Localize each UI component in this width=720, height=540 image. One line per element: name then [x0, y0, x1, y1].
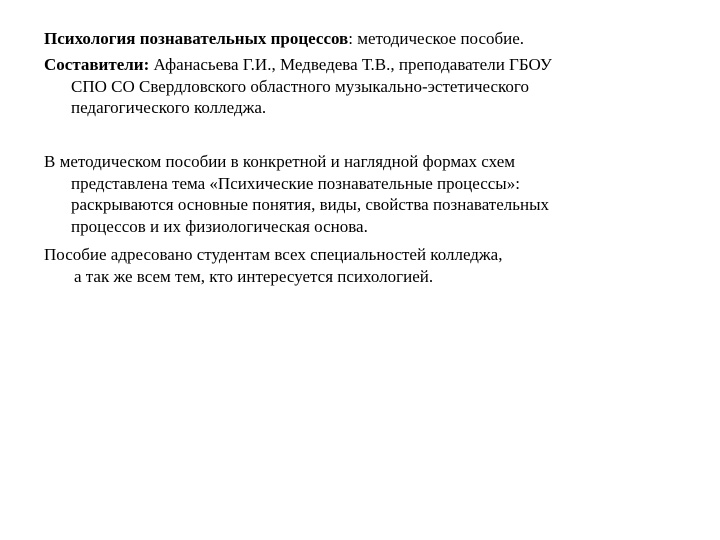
audience-paragraph [44, 244, 684, 287]
description-line-4: процессов и их физиологическая основа. [71, 216, 368, 236]
authors-line-2: СПО СО Свердловского областного музыкально-эстетического [71, 76, 529, 96]
authors-line-1 [44, 54, 684, 76]
audience-line-1: Пособие адресовано студентам всех специальностей колледжа, [44, 245, 503, 264]
title-paragraph [44, 28, 684, 50]
description-paragraph [44, 151, 684, 237]
book-title: Психология познавательных процессов [44, 29, 349, 48]
title-line [44, 28, 684, 50]
description-line-1: В методическом пособии в конкретной и наглядной формах схем [44, 152, 516, 171]
authors-paragraph [44, 54, 684, 119]
description-line-3: раскрываются основные понятия, виды, свойства познавательных [71, 195, 550, 214]
audience-line-2: а так же всем тем, кто интересуется психологией. [74, 266, 434, 286]
authors-line-3: педагогического колледжа. [71, 98, 267, 117]
authors-names: Афанасьева Г.И., Медведева Т.В., преподаватели ГБОУ [149, 55, 552, 74]
book-subtitle: : методическое пособие. [348, 29, 525, 48]
description-line-2: представлена тема «Психические познавательные процессы»: [71, 173, 520, 193]
authors-label: Составители: [44, 55, 150, 74]
